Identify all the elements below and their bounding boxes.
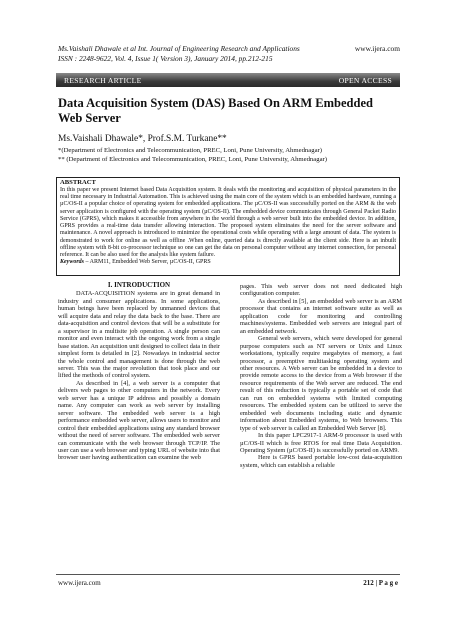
- left-column: [58, 282, 220, 556]
- affiliation-1: *(Department of Electronics and Telecommunication, PREC, Loni, Pune University, Ahmednagar): [58, 147, 322, 154]
- keywords-label: Keywords: [60, 259, 84, 266]
- section-heading-introduction: I. INTRODUCTION: [107, 282, 171, 289]
- running-header: [58, 44, 400, 64]
- keywords-line: [60, 259, 396, 266]
- page-number: 212 | P a g e: [363, 579, 398, 587]
- paper-title: Data Acquisition System (DAS) Based On ARM Embedded Web Server: [58, 96, 373, 125]
- right-column: [240, 283, 402, 557]
- journal-website[interactable]: www.ijera.com: [354, 44, 400, 53]
- paragraph: As described in [5], an embedded web server is an ARM processor that contains an internet software suite as well as application code for monitoring and controlling machines/systems. Embedded web servers are integral part of an embedded network.: [240, 297, 402, 335]
- abstract-body: In this paper we present Internet based Data Acquisition system. It deals with the monitoring and acquisition of physical parameters in the real time necessary in Industrial Automation. This is achieved using the main core of the system which is an embedded hardware, running a µC/OS-II a popular choice of operating system for embedded applications. The µC/OS-II was successfully ported on the ARM & the web server application is configured with the operating system (µC/OS-II). The embedded device communicates through General Packet Radio Service (GPRS), which makes it accessible from anywhere in the world through a web server built into the embedded device. In addition, GPRS provides a real-time data transfer allowing interaction. The proposed system eliminates the need for the server software and maintenance. A novel approach is introduced to minimize the operational costs while operating with a large amount of data. The system is demonstrated to work for online as well as offline .When online, queried data is directly available at the client side. Here is an inbuilt offline system with 8-bit co-processor technique so one can get the data on personal computer without any internet connection, for personal reference. It can be also used for the analysis like system failure.: [60, 186, 396, 259]
- paragraph: DATA-ACQUISITION systems are in great demand in industry and consumer applications. In some applications, human beings have been replaced by unmanned devices that will acquire data and relay the data back to the base. There are data-acquisition and control devices that will be a substitute for a supervisor in a multisite job operation. A single person can monitor and even interact with the ongoing work from a single base station. An acquisition unit designed to collect data in their simplest form is detailed in [2]. Nowadays in industrial sector the whole control and management is done through the web server. This was the major revolution that took place and our lifted the methods of control system.: [58, 290, 220, 380]
- abstract-heading: ABSTRACT: [60, 179, 96, 186]
- journal-citation: Ms.Vaishali Dhawale et al Int. Journal of Engineering Research and Applications: [58, 44, 300, 53]
- affiliation-2: ** (Department of Electronics and Telecommunication, PREC, Loni, Pune University, Ahmednagar): [58, 155, 328, 163]
- article-banner: [56, 73, 400, 87]
- research-article-label: RESEARCH ARTICLE: [64, 75, 142, 85]
- paragraph: General web servers, which were developed for general purpose computers such as NT servers or Unix and Linux workstations, typically require megabytes of memory, a fast processor, a preemptive multitasking operating system and other resources. A Web server can be embedded in a device to provide remote access to the device from a Web browser if the resource requirements of the Web server are reduced. The end result of this reduction is typically a portable set of code that can run on embedded systems with limited computing resources. The embedded system can be utilized to serve the embedded web documents including static and dynamic information about Embedded systems, to Web browsers. This type of web server is called an Embedded Web Server [8].: [240, 335, 402, 432]
- paragraph: Here is GPRS based portable low-cost data-acquisition system, which can establish a reliable: [240, 454, 402, 469]
- open-access-label: OPEN ACCESS: [338, 75, 392, 85]
- paragraph: In this paper LPC2917-1 ARM-9 processor is used with µC/OS-II which is free RTOS for real time Data Acquisition. Operating System (µC/OS-II) is successfully ported on ARM9.: [240, 432, 402, 454]
- paragraph: As described in [4], a web server is a computer that delivers web pages to other computers in the network. Every web server has a unique IP address and possibly a domain name. Any computer can work as web server by installing server software. The embedded web server is a high performance embedded web server, allows users to monitor and control their embedded applications using any standard browser without the need of server software. The embedded web server can communicate with the web browser through TCP/IP. The user can use a web browser and typing URL of website into that browser user having authentication can examine the web: [58, 379, 220, 462]
- footer-divider: [56, 574, 400, 575]
- paragraph: pages. This web server does not need dedicated high configuration computer.: [240, 283, 402, 298]
- affiliations: [58, 147, 398, 165]
- footer-website[interactable]: www.ijera.com: [58, 579, 101, 587]
- keywords-text: – ARM11, Embedded Web Server, µC/OS-II, GPRS: [84, 259, 211, 266]
- author-list: Ms.Vaishali Dhawale*, Prof.S.M. Turkane**: [58, 134, 227, 144]
- issn-line: ISSN : 2248-9622, Vol. 4, Issue 1( Version 3), January 2014, pp.212-215: [58, 54, 273, 63]
- page-footer: [58, 579, 398, 587]
- abstract-box: [56, 177, 400, 276]
